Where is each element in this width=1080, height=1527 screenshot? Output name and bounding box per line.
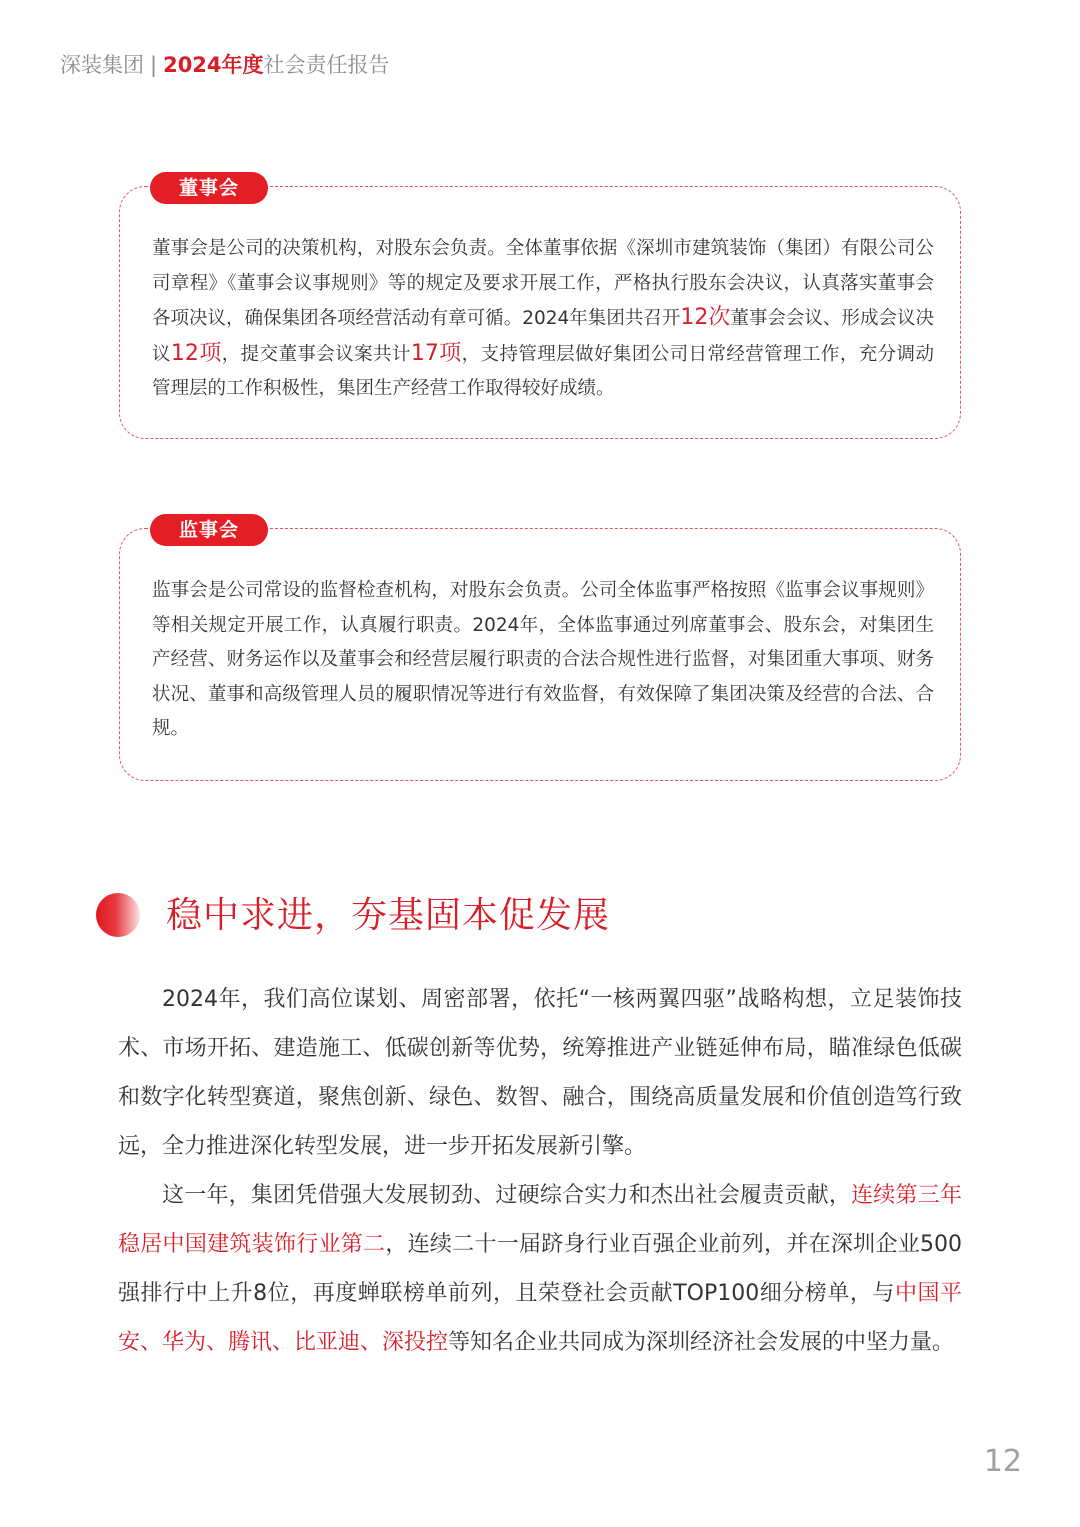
page-number: 12 [983, 1444, 1022, 1479]
supervisory-box [119, 519, 961, 781]
peer-companies-highlight: 中国平安、华为、腾讯、比亚迪、深投控 [118, 1281, 962, 1355]
industry-rank-highlight: 连续第三年稳居中国建筑装饰行业第二 [118, 1183, 962, 1257]
section-body [118, 975, 962, 1367]
section-dot-icon [96, 893, 140, 937]
page-header [60, 50, 390, 80]
board-text [152, 232, 934, 407]
board-proposals-count: 17项 [410, 340, 462, 366]
board-resolutions-count: 12项 [170, 340, 222, 366]
paragraph-2-part-1: 这一年，集团凭借强大发展韧劲、过硬综合实力和杰出社会履责贡献， [162, 1183, 852, 1208]
board-label: 董事会 [150, 172, 268, 204]
board-meetings-count: 12次 [680, 305, 731, 330]
board-text-part-2: 董事会会议、形成会议决议 [152, 308, 934, 365]
section-heading [96, 888, 996, 944]
header-report-title: 社会责任报告 [263, 53, 390, 77]
paragraph-2-part-3: 等知名企业共同成为深圳经济社会发展的中坚力量。 [448, 1330, 955, 1355]
board-text-part-1: 董事会是公司的决策机构，对股东会负责。全体董事依据《深圳市建筑装饰（集团）有限公司公司章程》《董事会议事规则》等的规定及要求开展工作，严格执行股东会决议，认真落实董事会各项决议，确保集团各项经营活动有章可循。2024年集团共召开 [152, 238, 934, 329]
section-paragraph-2 [118, 1171, 962, 1367]
section-title: 稳中求进，夯基固本促发展 [166, 895, 611, 936]
paragraph-2-part-2: ，连续二十一届跻身行业百强企业前列，并在深圳企业500强排行中上升8位，再度蝉联榜单前列，且荣登社会贡献TOP100细分榜单，与 [118, 1232, 962, 1306]
header-separator: | [150, 53, 158, 77]
board-box [119, 177, 961, 439]
board-text-part-4: ，支持管理层做好集团公司日常经营管理工作，充分调动管理层的工作积极性，集团生产经营工作取得较好成绩。 [152, 343, 934, 399]
supervisory-text: 监事会是公司常设的监督检查机构，对股东会负责。公司全体监事严格按照《监事会议事规则》等相关规定开展工作，认真履行职责。2024年，全体监事通过列席董事会、股东会，对集团生产经营、财务运作以及董事会和经营层履行职责的合法合规性进行监督，对集团重大事项、财务状况、董事和高级管理人员的履职情况等进行有效监督，有效保障了集团决策及经营的合法、合规。 [152, 580, 934, 739]
supervisory-label: 监事会 [150, 514, 268, 546]
board-text-part-3: ，提交董事会议案共计 [221, 343, 411, 365]
header-company: 深装集团 [60, 53, 144, 77]
header-year: 2024年度 [163, 53, 264, 77]
section-paragraph-1: 2024年，我们高位谋划、周密部署，依托“一核两翼四驱”战略构想，立足装饰技术、市场开拓、建造施工、低碳创新等优势，统筹推进产业链延伸布局，瞄准绿色低碳和数字化转型赛道，聚焦创新、绿色、数智、融合，围绕高质量发展和价值创造笃行致远，全力推进深化转型发展，进一步开拓发展新引擎。 [118, 987, 962, 1159]
